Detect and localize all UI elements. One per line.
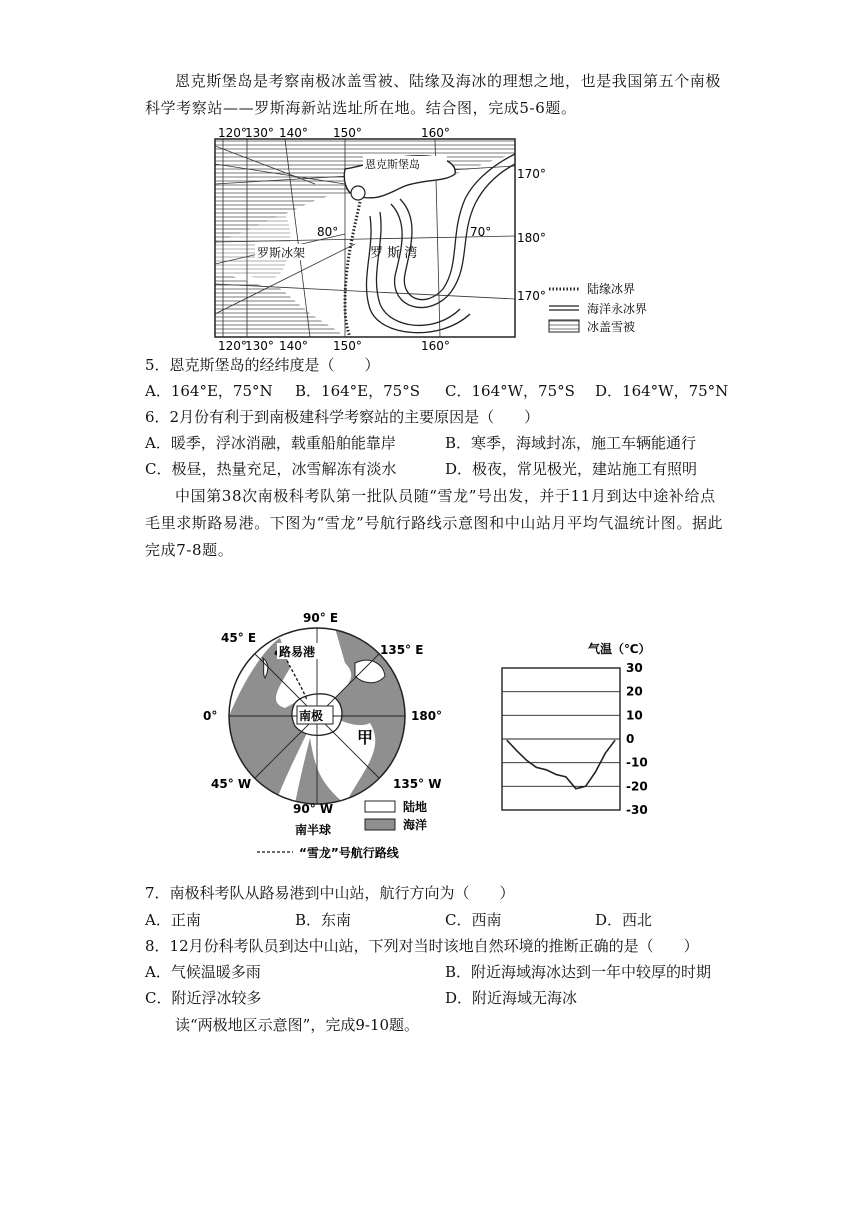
bottom-label-130: 130° (245, 339, 274, 352)
right-label-170-top: 170° (517, 167, 546, 181)
ross-sea-map (195, 124, 675, 352)
legend-land-ice: 陆缘冰界 (587, 282, 636, 296)
y-tick-label: 0 (626, 732, 635, 746)
q5-stem: 5．恩克斯堡岛的经纬度是（ ） (145, 356, 380, 374)
legend-ice-cover: 冰盖雪被 (587, 320, 636, 334)
q8-option-d[interactable]: D．附近海域无海冰 (445, 989, 578, 1007)
legend-ice-cover-symbol (549, 320, 579, 332)
q7-option-c[interactable]: C．西南 (445, 911, 502, 929)
y-tick-label: -10 (626, 755, 648, 770)
lon-0: 0° (203, 709, 218, 723)
q5-option-c[interactable]: C．164°W，75°S (445, 382, 575, 400)
y-tick-label: -20 (626, 779, 648, 794)
legend-land-label: 陆地 (403, 800, 428, 814)
q5-option-a[interactable]: A．164°E，75°N (145, 382, 273, 400)
lon-180: 180° (411, 709, 443, 723)
q6-option-a[interactable]: A．暖季，浮冰消融，载重船舶能靠岸 (145, 434, 396, 452)
legend-sea-ice: 海洋永冰界 (587, 302, 648, 316)
intro-paragraph-2: 中国第38次南极科考队第一批队员随“雪龙”号出发，并于11月到达中途补给点毛里求斯路易港。下图为“雪龙”号航行路线示意图和中山站月平均气温统计图。据此完成7-8题。 (145, 487, 724, 559)
hemisphere-label: 南半球 (295, 823, 332, 837)
intro-paragraph-1: 恩克斯堡岛是考察南极冰盖雪被、陆缘及海冰的理想之地，也是我国第五个南极科学考察站——罗斯海新站选址所在地。结合图，完成5-6题。 (145, 72, 722, 117)
lat-label-80: 80° (317, 225, 339, 239)
lon-135e: 135° E (380, 643, 424, 657)
bottom-label-150: 150° (333, 339, 362, 352)
q7-option-d[interactable]: D．西北 (595, 911, 653, 929)
top-label-130: 130° (245, 126, 274, 140)
bottom-label-120: 120° (218, 339, 247, 352)
lat-label-70: 70° (470, 225, 492, 239)
south-pole-label: 南极 (299, 709, 324, 723)
jia-label: 甲 (357, 728, 374, 747)
top-label-140: 140° (279, 126, 308, 140)
right-label-180: 180° (517, 231, 546, 245)
y-tick-label: 10 (626, 708, 643, 723)
legend-land-symbol (365, 801, 395, 812)
chart-ylabel: 气温（℃） (588, 642, 651, 656)
place-enks-island: 恩克斯堡岛 (365, 158, 420, 171)
bottom-label-140: 140° (279, 339, 308, 352)
port-louis-label: 路易港 (279, 645, 316, 659)
y-tick-label: 30 (626, 661, 643, 675)
y-tick-label: -30 (626, 803, 648, 817)
q7-option-a[interactable]: A．正南 (145, 911, 201, 929)
antarctic-route-map (195, 608, 465, 866)
lon-90e: 90° E (303, 611, 339, 625)
q8-option-a[interactable]: A．气候温暖多雨 (145, 963, 261, 981)
q8-stem: 8．12月份科考队员到达中山站，下列对当时该地自然环境的推断正确的是（ ） (145, 937, 699, 955)
q8-option-c[interactable]: C．附近浮冰较多 (145, 989, 262, 1007)
top-label-120: 120° (218, 126, 247, 140)
q6-stem: 6．2月份有利于到南极建科学考察站的主要原因是（ ） (145, 408, 540, 426)
bottom-label-160: 160° (421, 339, 450, 352)
q5-option-d[interactable]: D．164°W，75°N (595, 382, 729, 400)
route-legend-label: “雪龙”号航行路线 (299, 846, 399, 860)
lon-45e: 45° E (221, 631, 257, 645)
q7-option-b[interactable]: B．东南 (295, 911, 352, 929)
legend-ocean-symbol (365, 819, 395, 830)
q8-option-b[interactable]: B．附近海域海冰达到一年中较厚的时期 (445, 963, 712, 981)
right-label-170-bottom: 170° (517, 289, 546, 303)
lon-45w: 45° W (211, 777, 252, 791)
y-tick-label: 20 (626, 684, 643, 699)
lon-90w: 90° W (293, 802, 334, 816)
place-ross-ice-shelf: 罗斯冰架 (257, 246, 306, 260)
lon-135w: 135° W (393, 777, 442, 791)
legend-ocean-label: 海洋 (403, 818, 428, 832)
top-label-150: 150° (333, 126, 362, 140)
temperature-chart (480, 636, 670, 826)
q5-option-b[interactable]: B．164°E，75°S (295, 382, 420, 400)
intro-paragraph-3: 读“两极地区示意图”，完成9-10题。 (175, 1016, 420, 1034)
temperature-series-line (507, 740, 615, 789)
q6-option-c[interactable]: C．极昼，热量充足，冰雪解冻有淡水 (145, 460, 397, 478)
q6-option-d[interactable]: D．极夜，常见极光，建站施工有照明 (445, 460, 698, 478)
top-label-160: 160° (421, 126, 450, 140)
q7-stem: 7．南极科考队从路易港到中山站，航行方向为（ ） (145, 884, 515, 902)
place-ross-sea: 罗 斯 湾 (370, 246, 418, 261)
q6-option-b[interactable]: B．寒季，海域封冻，施工车辆能通行 (445, 434, 697, 452)
